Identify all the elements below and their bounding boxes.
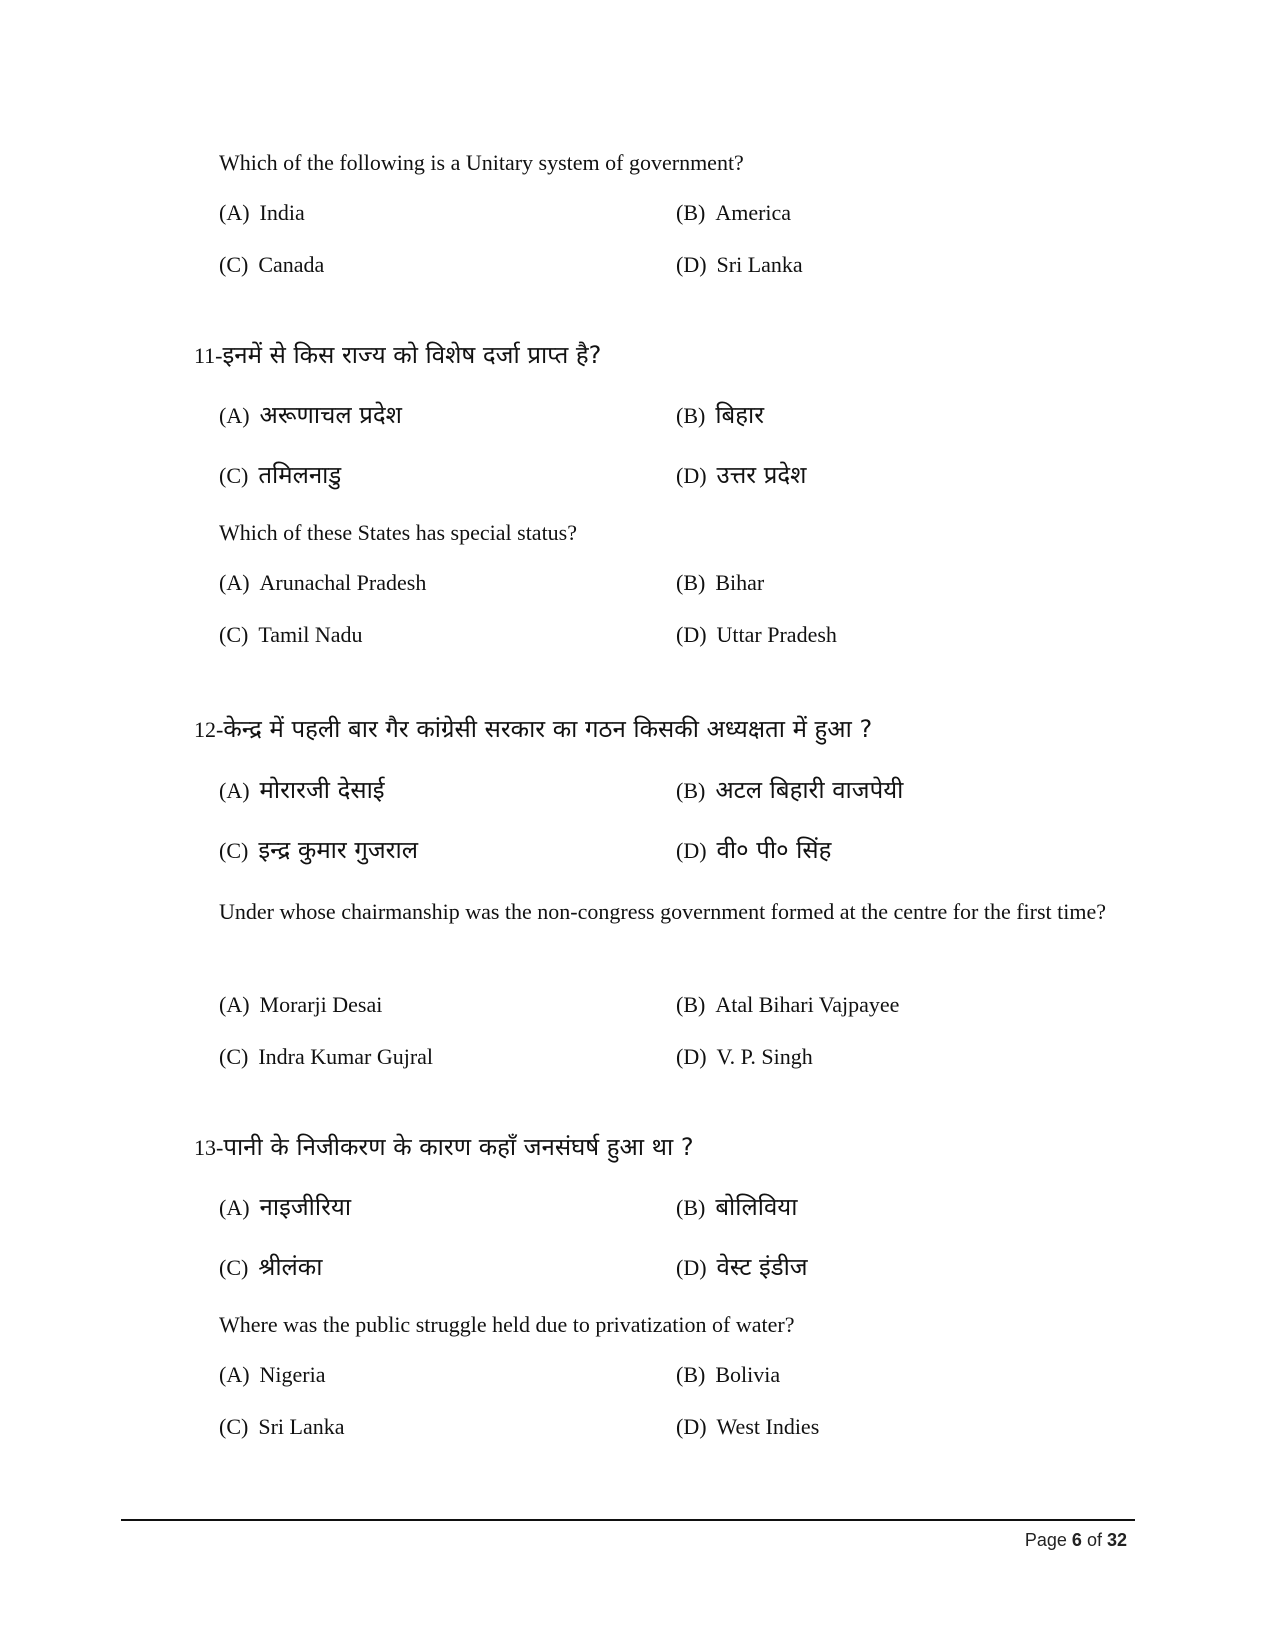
option-text: अटल बिहारी वाजपेयी (715, 776, 904, 804)
option-label: (B) (676, 1195, 706, 1220)
option-label: (B) (676, 570, 706, 595)
option-text: मोरारजी देसाई (259, 776, 385, 804)
option-label: (C) (219, 838, 249, 863)
option-label: (B) (676, 403, 706, 428)
q10-option-a-en (219, 200, 305, 226)
option-label: (C) (219, 252, 249, 277)
option-label: (D) (676, 622, 707, 647)
q12-option-d-en (676, 1044, 813, 1070)
option-label: (C) (219, 1414, 249, 1439)
option-text: Bolivia (715, 1362, 781, 1387)
option-text: Indra Kumar Gujral (258, 1044, 434, 1069)
q12-question-en: Under whose chairmanship was the non-congress government formed at the centre for the first time? (219, 899, 1107, 924)
option-text: America (715, 200, 792, 225)
option-text: इन्द्र कुमार गुजराल (258, 836, 418, 864)
q13-option-a-hi (219, 1190, 351, 1223)
option-text: Tamil Nadu (258, 622, 363, 647)
q11-option-c-hi (219, 458, 341, 491)
question-number: 11- (194, 343, 223, 368)
option-text: उत्तर प्रदेश (716, 461, 807, 489)
option-text: Sri Lanka (258, 1414, 345, 1439)
q10-question-en: Which of the following is a Unitary system of government? (219, 150, 744, 175)
option-text: Sri Lanka (716, 252, 803, 277)
option-label: (B) (676, 992, 706, 1017)
q11-question-en: Which of these States has special status? (219, 520, 578, 545)
q12-question-hi (194, 712, 872, 745)
of-word: of (1086, 1530, 1102, 1550)
option-label: (A) (219, 778, 250, 803)
q12-option-c-en (219, 1044, 433, 1070)
q12-option-a-en (219, 992, 382, 1018)
q11-option-a-hi (219, 398, 402, 431)
option-text: V. P. Singh (716, 1044, 813, 1069)
q12-option-d-hi (676, 833, 831, 866)
question-number: 13- (194, 1135, 224, 1160)
option-text: Atal Bihari Vajpayee (715, 992, 900, 1017)
q13-option-d-en (676, 1414, 819, 1440)
current-page: 6 (1071, 1530, 1082, 1550)
q11-question-hi (194, 338, 601, 371)
option-label: (C) (219, 622, 249, 647)
q13-option-b-en (676, 1362, 780, 1388)
option-label: (A) (219, 200, 250, 225)
q11-option-b-en (676, 570, 764, 596)
question-number: 12- (194, 717, 224, 742)
option-text: अरूणाचल प्रदेश (259, 401, 402, 429)
option-label: (A) (219, 1362, 250, 1387)
q11-option-c-en (219, 622, 362, 648)
question-text: इनमें से किस राज्य को विशेष दर्जा प्राप्त है? (222, 341, 602, 369)
option-label: (A) (219, 570, 250, 595)
q12-option-c-hi (219, 833, 418, 866)
q13-option-b-hi (676, 1190, 797, 1223)
question-text: केन्द्र में पहली बार गैर कांग्रेसी सरकार का गठन किसकी अध्यक्षता में हुआ ? (223, 715, 873, 743)
option-label: (B) (676, 1362, 706, 1387)
q12-option-b-hi (676, 773, 903, 806)
option-label: (C) (219, 1044, 249, 1069)
option-text: Canada (258, 252, 325, 277)
option-label: (D) (676, 252, 707, 277)
q10-option-d-en (676, 252, 803, 278)
q11-option-a-en (219, 570, 426, 596)
option-label: (C) (219, 1255, 249, 1280)
q11-option-d-hi (676, 458, 806, 491)
q12-option-b-en (676, 992, 899, 1018)
option-text: Arunachal Pradesh (259, 570, 427, 595)
page-word: Page (1024, 1530, 1067, 1550)
q13-option-c-hi (219, 1250, 322, 1283)
option-label: (D) (676, 838, 707, 863)
q12-option-a-hi (219, 773, 385, 806)
option-text: तमिलनाडु (258, 461, 342, 489)
q13-question-en: Where was the public struggle held due to privatization of water? (219, 1312, 795, 1337)
option-label: (D) (676, 1255, 707, 1280)
option-text: बिहार (715, 401, 765, 429)
page-number (1025, 1530, 1127, 1551)
option-text: Bihar (715, 570, 765, 595)
q11-option-d-en (676, 622, 837, 648)
option-text: वी० पी० सिंह (716, 836, 832, 864)
option-text: West Indies (716, 1414, 820, 1439)
question-text: पानी के निजीकरण के कारण कहाँ जनसंघर्ष हुआ था ? (223, 1133, 694, 1161)
q13-question-hi (194, 1130, 694, 1163)
option-label: (D) (676, 1414, 707, 1439)
footer-divider (121, 1519, 1135, 1521)
option-label: (D) (676, 1044, 707, 1069)
q11-option-b-hi (676, 398, 764, 431)
option-label: (B) (676, 778, 706, 803)
option-label: (D) (676, 463, 707, 488)
option-text: बोलिविया (715, 1193, 798, 1221)
q10-option-b-en (676, 200, 791, 226)
option-text: India (259, 200, 305, 225)
option-text: नाइजीरिया (259, 1193, 352, 1221)
total-pages: 32 (1106, 1530, 1127, 1550)
q10-option-c-en (219, 252, 324, 278)
option-text: वेस्ट इंडीज (716, 1253, 808, 1281)
q13-option-a-en (219, 1362, 326, 1388)
option-label: (C) (219, 463, 249, 488)
option-label: (A) (219, 992, 250, 1017)
option-label: (A) (219, 403, 250, 428)
option-text: श्रीलंका (258, 1253, 323, 1281)
option-label: (A) (219, 1195, 250, 1220)
option-label: (B) (676, 200, 706, 225)
option-text: Nigeria (259, 1362, 326, 1387)
q13-option-c-en (219, 1414, 344, 1440)
q13-option-d-hi (676, 1250, 808, 1283)
option-text: Morarji Desai (259, 992, 383, 1017)
option-text: Uttar Pradesh (716, 622, 837, 647)
